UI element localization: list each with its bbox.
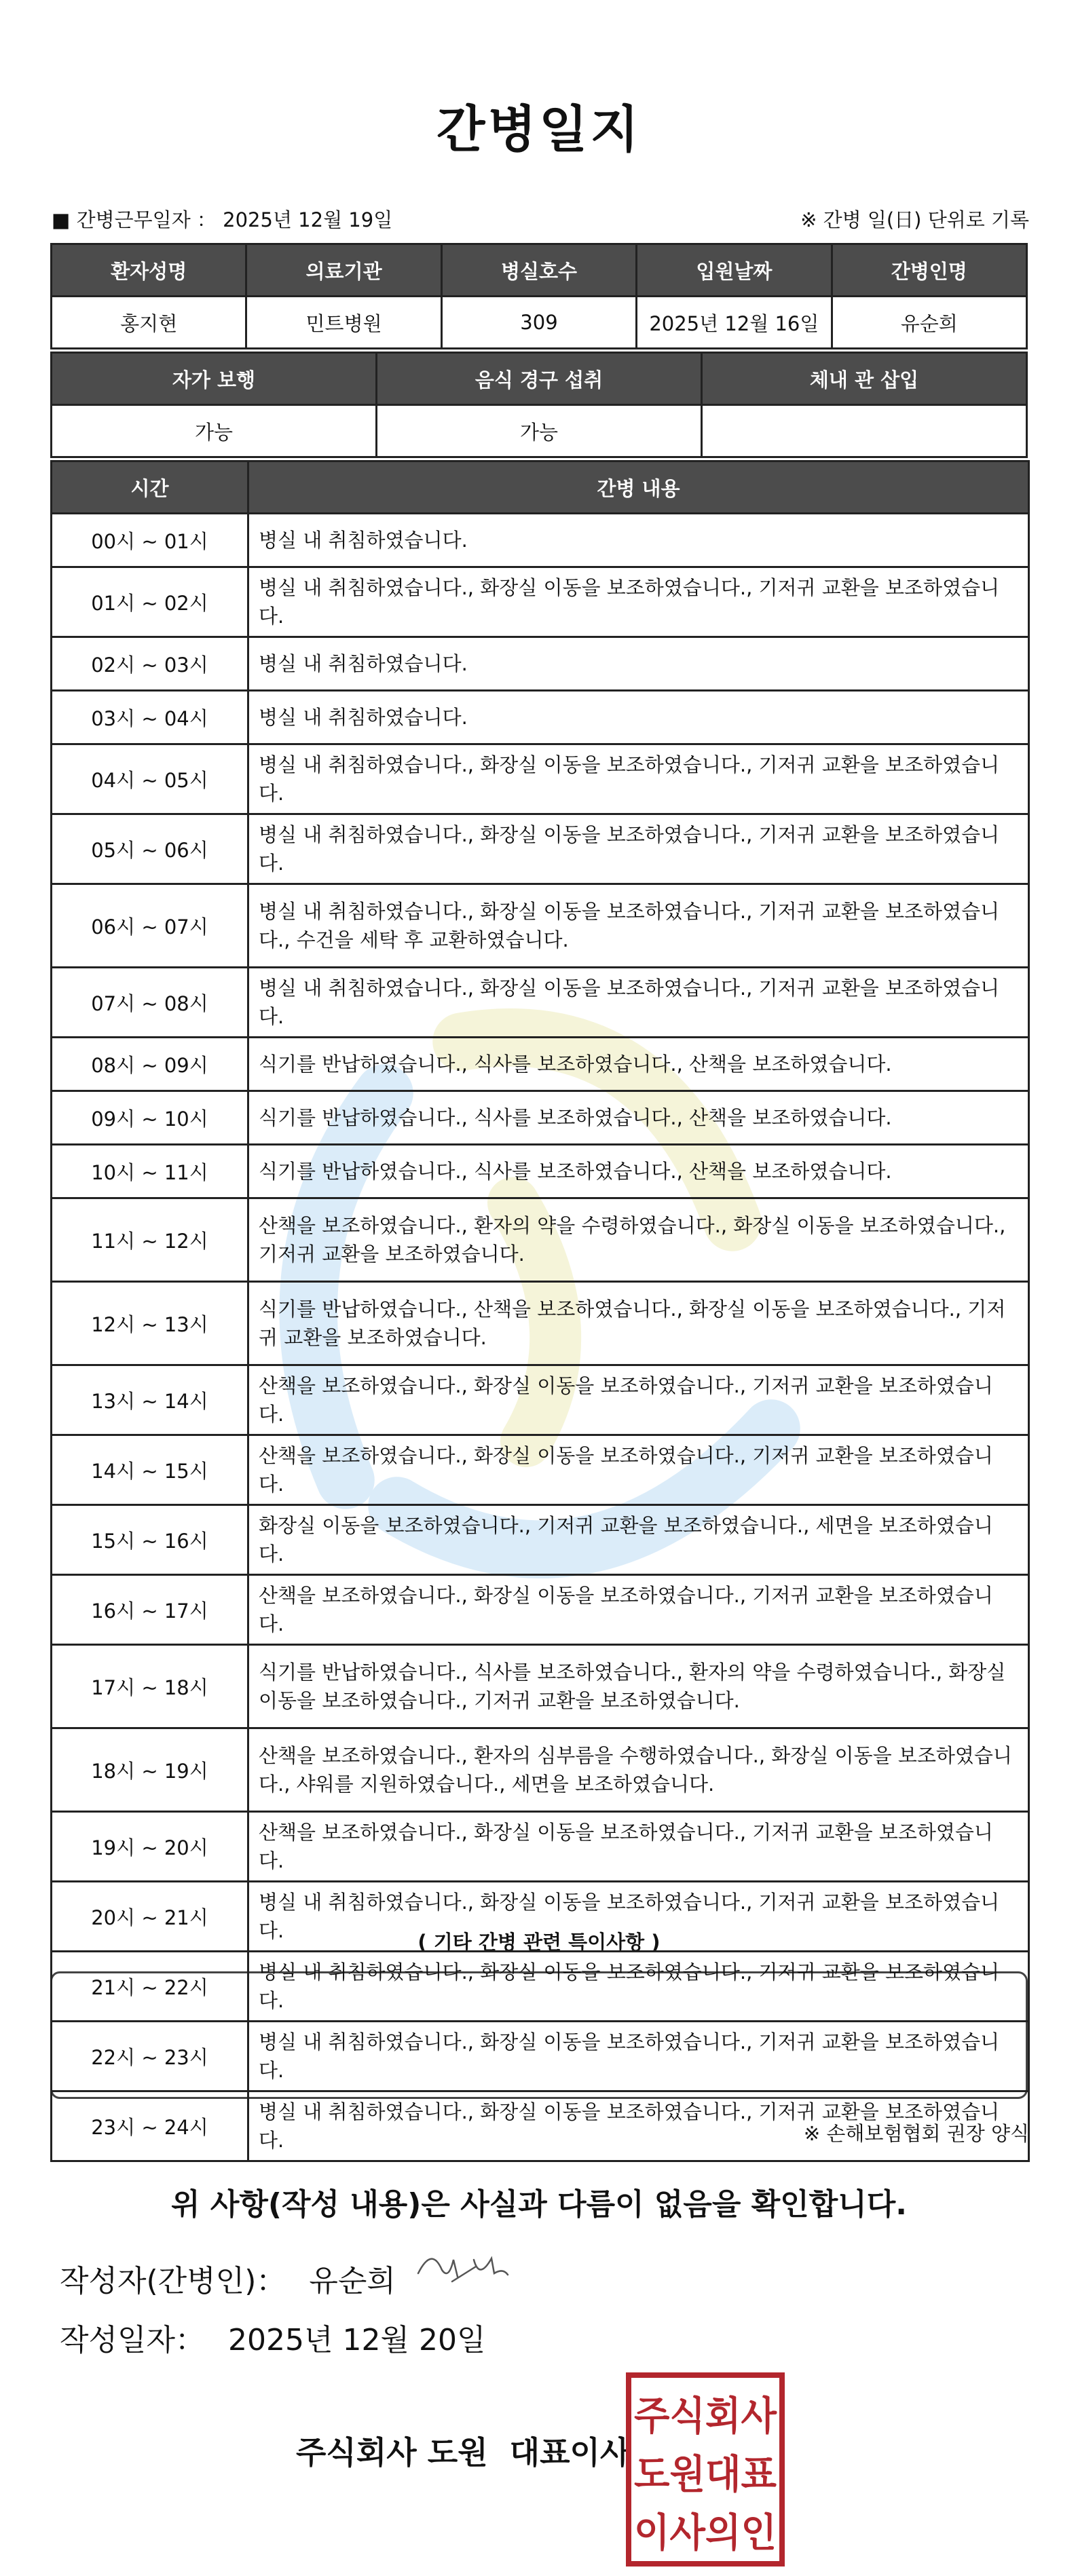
table-row (52, 514, 1029, 567)
log-content: 병실 내 취침하였습니다., 화장실 이동을 보조하였습니다., 기저귀 교환을 보조하였습니다. (248, 2091, 1029, 2161)
writer-name: 유순희 (309, 2264, 396, 2298)
table-row (52, 744, 1029, 814)
log-content: 병실 내 취침하였습니다., 화장실 이동을 보조하였습니다., 기저귀 교환을 보조하였습니다. (248, 968, 1029, 1038)
log-time: 14시 ~ 15시 (52, 1435, 248, 1505)
log-time: 22시 ~ 23시 (52, 2022, 248, 2091)
table-row (52, 1575, 1029, 1645)
log-content: 병실 내 취침하였습니다. (248, 637, 1029, 691)
seal-line-2: 도원대표 (634, 2451, 777, 2497)
header-oral-intake: 음식 경구 섭취 (377, 353, 702, 405)
log-time: 21시 ~ 22시 (52, 1952, 248, 2022)
date-label: 작성일자： (60, 2323, 206, 2357)
log-content: 식기를 반납하였습니다., 식사를 보조하였습니다., 산책을 보조하였습니다. (248, 1145, 1029, 1198)
caregiver-name: 유순희 (832, 297, 1026, 349)
log-time: 07시 ~ 08시 (52, 968, 248, 1038)
log-content: 화장실 이동을 보조하였습니다., 기저귀 교환을 보조하였습니다., 세면을 보조하였습니다. (248, 1505, 1029, 1575)
log-content: 병실 내 취침하였습니다., 화장실 이동을 보조하였습니다., 기저귀 교환을 보조하였습니다. (248, 567, 1029, 637)
log-time: 19시 ~ 20시 (52, 1812, 248, 1882)
log-time: 10시 ~ 11시 (52, 1145, 248, 1198)
log-content: 병실 내 취침하였습니다., 화장실 이동을 보조하였습니다., 기저귀 교환을 보조하였습니다. (248, 744, 1029, 814)
care-log-table (50, 460, 1030, 2162)
log-time: 03시 ~ 04시 (52, 691, 248, 744)
log-time: 15시 ~ 16시 (52, 1505, 248, 1575)
table-row (52, 691, 1029, 744)
log-time: 09시 ~ 10시 (52, 1091, 248, 1145)
log-content: 산책을 보조하였습니다., 화장실 이동을 보조하였습니다., 기저귀 교환을 보조하였습니다. (248, 1435, 1029, 1505)
table-row (52, 1038, 1029, 1091)
log-content: 산책을 보조하였습니다., 환자의 약을 수령하였습니다., 화장실 이동을 보조하였습니다., 기저귀 교환을 보조하였습니다. (248, 1198, 1029, 1282)
log-header-row (52, 461, 1029, 514)
header-room: 병실호수 (441, 244, 636, 297)
table-row (52, 1812, 1029, 1882)
room-number: 309 (441, 297, 636, 349)
table-row (52, 2022, 1029, 2091)
log-time: 12시 ~ 13시 (52, 1282, 248, 1365)
table-row (52, 1198, 1029, 1282)
admission-date: 2025년 12월 16일 (637, 297, 832, 349)
info-value-row (52, 297, 1027, 349)
log-time: 16시 ~ 17시 (52, 1575, 248, 1645)
log-time: 13시 ~ 14시 (52, 1365, 248, 1435)
log-content: 식기를 반납하였습니다., 식사를 보조하였습니다., 산책을 보조하였습니다. (248, 1038, 1029, 1091)
table-row (52, 1435, 1029, 1505)
table-row (52, 1505, 1029, 1575)
log-content: 병실 내 취침하였습니다. (248, 691, 1029, 744)
log-time: 20시 ~ 21시 (52, 1882, 248, 1952)
page-title: 간병일지 (436, 100, 642, 159)
log-content: 식기를 반납하였습니다., 식사를 보조하였습니다., 산책을 보조하였습니다. (248, 1091, 1029, 1145)
seal-line-3: 이사의인 (634, 2509, 777, 2556)
table-row (52, 1365, 1029, 1435)
table-row (52, 637, 1029, 691)
log-body (52, 514, 1029, 2161)
log-time: 17시 ~ 18시 (52, 1645, 248, 1728)
log-content: 병실 내 취침하였습니다. (248, 514, 1029, 567)
log-time: 06시 ~ 07시 (52, 884, 248, 968)
header-care-content: 간병 내용 (248, 461, 1029, 514)
table-row (52, 884, 1029, 968)
table-row (52, 1952, 1029, 2022)
info-header-row (52, 244, 1027, 297)
tube-insertion-value (702, 405, 1027, 457)
date-line (60, 2315, 485, 2359)
log-time: 00시 ~ 01시 (52, 514, 248, 567)
confirm-statement: 위 사항(작성 내용)은 사실과 다름이 없음을 확인합니다. (171, 2187, 907, 2222)
log-content: 식기를 반납하였습니다., 식사를 보조하였습니다., 환자의 약을 수령하였습니다., 화장실 이동을 보조하였습니다., 기저귀 교환을 보조하였습니다. (248, 1645, 1029, 1728)
writer-label: 작성자(간병인)： (60, 2264, 286, 2298)
log-time: 05시 ~ 06시 (52, 814, 248, 884)
header-caregiver: 간병인명 (832, 244, 1026, 297)
log-time: 04시 ~ 05시 (52, 744, 248, 814)
log-time: 23시 ~ 24시 (52, 2091, 248, 2161)
log-content: 식기를 반납하였습니다., 산책을 보조하였습니다., 화장실 이동을 보조하였습니다., 기저귀 교환을 보조하였습니다. (248, 1282, 1029, 1365)
table-row (52, 1145, 1029, 1198)
log-time: 01시 ~ 02시 (52, 567, 248, 637)
table-row (52, 567, 1029, 637)
work-date (52, 205, 392, 233)
table-row (52, 1882, 1029, 1952)
company-seal (625, 2371, 786, 2568)
log-content: 병실 내 취침하였습니다., 화장실 이동을 보조하였습니다., 기저귀 교환을 보조하였습니다. (248, 1952, 1029, 2022)
seal-line-1: 주식회사 (634, 2393, 777, 2439)
log-content: 산책을 보조하였습니다., 화장실 이동을 보조하였습니다., 기저귀 교환을 보조하였습니다. (248, 1365, 1029, 1435)
log-time: 02시 ~ 03시 (52, 637, 248, 691)
header-tube-insertion: 체내 관 삽입 (702, 353, 1027, 405)
log-content: 병실 내 취침하였습니다., 화장실 이동을 보조하였습니다., 기저귀 교환을 보조하였습니다. (248, 814, 1029, 884)
writer-line (60, 2256, 396, 2300)
log-content: 산책을 보조하였습니다., 환자의 심부름을 수행하였습니다., 화장실 이동을 보조하였습니다., 샤워를 지원하였습니다., 세면을 보조하였습니다. (248, 1728, 1029, 1812)
log-time: 08시 ~ 09시 (52, 1038, 248, 1091)
work-date-value: 2025년 12월 19일 (223, 208, 393, 231)
table-row (52, 2091, 1029, 2161)
table-row (52, 1645, 1029, 1728)
patient-name: 홍지현 (52, 297, 246, 349)
status-value-row (52, 405, 1027, 457)
self-walking-value: 가능 (52, 405, 377, 457)
header-admission-date: 입원날짜 (637, 244, 832, 297)
log-content: 산책을 보조하였습니다., 화장실 이동을 보조하였습니다., 기저귀 교환을 보조하였습니다. (248, 1575, 1029, 1645)
log-time: 18시 ~ 19시 (52, 1728, 248, 1812)
table-row (52, 814, 1029, 884)
record-unit-note: ※ 간병 일(日) 단위로 기록 (800, 208, 1029, 231)
patient-info-table (50, 243, 1028, 349)
date-value: 2025년 12월 20일 (228, 2323, 486, 2357)
header-patient-name: 환자성명 (52, 244, 246, 297)
header-hospital: 의료기관 (246, 244, 441, 297)
company-representative: 주식회사 도원 대표이사 (296, 2434, 631, 2471)
recommend-note: ※ 손해보험협회 권장 양식 (803, 2122, 1029, 2145)
notes-title: ( 기타 간병 관련 특이사항 ) (417, 1931, 661, 1954)
status-header-row (52, 353, 1027, 405)
table-row (52, 1282, 1029, 1365)
patient-status-table (50, 352, 1028, 458)
header-time: 시간 (52, 461, 248, 514)
signature (411, 2239, 513, 2294)
work-date-label: ■ 간병근무일자 ： (52, 208, 217, 231)
log-content: 병실 내 취침하였습니다., 화장실 이동을 보조하였습니다., 기저귀 교환을 보조하였습니다. (248, 1882, 1029, 1952)
table-row (52, 1728, 1029, 1812)
table-row (52, 968, 1029, 1038)
log-content: 병실 내 취침하였습니다., 화장실 이동을 보조하였습니다., 기저귀 교환을 보조하였습니다. (248, 2022, 1029, 2091)
header-self-walking: 자가 보행 (52, 353, 377, 405)
table-row (52, 1091, 1029, 1145)
hospital-name: 민트병원 (246, 297, 441, 349)
log-content: 산책을 보조하였습니다., 화장실 이동을 보조하였습니다., 기저귀 교환을 보조하였습니다. (248, 1812, 1029, 1882)
log-content: 병실 내 취침하였습니다., 화장실 이동을 보조하였습니다., 기저귀 교환을 보조하였습니다., 수건을 세탁 후 교환하였습니다. (248, 884, 1029, 968)
oral-intake-value: 가능 (377, 405, 702, 457)
log-time: 11시 ~ 12시 (52, 1198, 248, 1282)
